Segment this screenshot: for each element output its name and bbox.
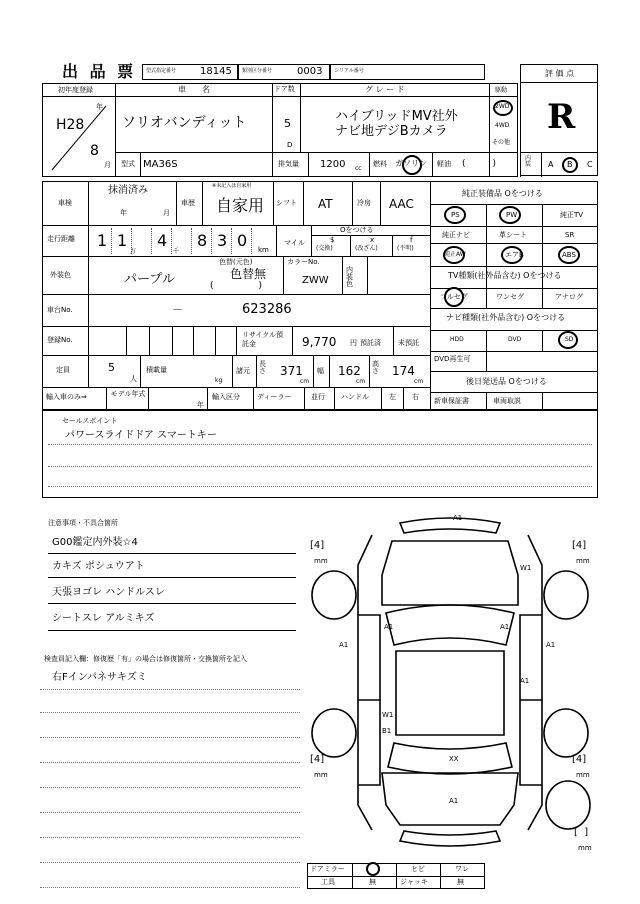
mileage-man: 万 [130,248,137,255]
doors-label: ドア数 [274,85,295,93]
displacement-value: 1200 [320,159,346,170]
inspector-label: 検査員記入欄：修復歴「有」の場合は修復箇所・交換箇所を記入 [44,655,247,663]
jack-label: ジャッキ [400,878,428,886]
car-damage-diagram [300,505,600,860]
notes-line-3: 天張ヨゴレ ハンドルスレ [52,587,165,598]
mileage-digit: 1 [97,231,108,250]
diagonal-slash [48,100,110,174]
capacity-value: 5 [108,361,115,374]
car-name: ソリオバンディット [122,115,247,131]
tread-spare: [ ] [574,827,589,838]
mileage-digit: 1 [117,231,128,250]
fuel-label: 燃料 [373,160,387,168]
oil-paren: ( ) [462,159,497,169]
dealer-label: ディーラー [257,393,292,401]
opt-genuine-tv: 純正TV [560,211,584,219]
import-label: 輸入車のみ⇒ [46,393,87,401]
mileage-digit-cell [212,228,232,254]
ac-value: AAC [389,197,414,211]
drive-2wd: 2WD [495,103,510,110]
width-label: 幅 [317,367,324,375]
jack-value: 無 [457,878,464,886]
model-type-label: 型式 [121,160,135,168]
tread-rl-unit: mm [314,771,328,779]
opt-airbag-circle [501,246,523,264]
month-unit: 月 [104,161,111,169]
dmg-left-rear-b: B1 [382,727,392,735]
meter-change-sub: (交換) [316,245,333,252]
ac-label: 冷房 [357,199,371,207]
mileage-label: 走行距離 [47,235,75,243]
meter-unknown: f [410,236,413,244]
opt-airbag: エアB [505,251,524,259]
chassis-dash: － [172,303,183,316]
broken-label: ワレ [455,865,469,873]
dmg-left-door: A1 [339,641,349,649]
opt-genuine-navi: 純正ナビ [442,231,470,239]
left-label: 左 [389,393,396,401]
handle-label: ハンドル [341,393,369,401]
recycle-label: リサイクル預託金 [242,331,284,348]
roof-shape [396,651,504,735]
drive-other: その他 [492,139,511,146]
dims-label: 諸元 [236,367,250,375]
opt-manual: 車両取説 [493,397,521,405]
model-designation-label: 型式指定番号 [146,68,177,74]
windshield-shape [386,605,514,645]
shift-label: シフト [276,199,297,207]
grade-text-2: ナビ地デジBカメラ [335,124,448,139]
right-doors [520,615,542,785]
inspector-text: 右Fインパネサキズミ [52,672,147,683]
first-reg-month: 8 [90,143,99,159]
color-no-label: カラーNo. [287,258,320,266]
shaken-value: 抹消済み [108,185,148,196]
capacity-label: 定員 [56,366,70,374]
import-year-unit: 年 [197,401,204,409]
width-value: 162 [338,364,361,378]
interior-b-circle [562,157,578,173]
load-label: 積載量 [146,366,167,374]
opt-aw: 純正AW [444,251,466,258]
serial-label: シリアル番号 [334,68,364,74]
oil-label: 軽油 [437,160,451,168]
tread-rl: [4] [310,754,325,765]
meter-tamper: x [370,236,375,244]
shaken-label: 車検 [58,199,72,207]
front-bumper-shape [400,518,500,533]
right-label: 右 [412,393,419,401]
crack-label: ヒビ [411,865,425,873]
notes-label: 注意事項・不具合箇所 [48,519,118,527]
notes-line-4: シートスレ アルミキズ [52,613,155,624]
opt-sd-circle [558,331,578,349]
circle-note: Oをつける [340,226,374,234]
model-designation-value: 18145 [200,66,232,77]
tread-rr-unit: mm [576,771,590,779]
notes-line-2: カキズ ポシュウアト [52,561,145,572]
opt-warranty: 新車保証書 [434,397,469,405]
dmg-rear-bumper: A1 [449,797,459,805]
doors-value: 5 [284,117,291,130]
page-title: 出 品 票 [62,62,137,81]
wheel-rear-right [544,709,588,757]
opt-aw-circle [443,246,465,264]
displacement-unit: cc [355,165,362,172]
meter-tamper-sub: (改ざん) [355,245,378,252]
first-reg-label: 初年度登録 [58,86,93,94]
wheel-front-left [312,571,356,619]
mileage-digit-cell [152,228,172,254]
parallel-label: 並行 [311,393,325,401]
opt-ps: PS [451,211,460,219]
opt-fullseg-circle [444,287,464,307]
opt-pw-circle [499,206,521,224]
load-unit: kg [215,377,223,384]
usage-value: 自家用 [216,196,265,215]
color-paren: ( ) [210,281,263,291]
dmg-right-panel: A1 [546,641,556,649]
displacement-label: 排気量 [278,160,299,168]
drive-label: 駆動 [495,87,508,94]
tv-title: TV種類(社外品含む) Oをつける [448,271,562,280]
mile-label: マイル [284,239,305,247]
fuel-circle [402,155,422,175]
rear-bumper-shape [400,831,500,846]
dmg-hood-left: A1 [384,623,394,631]
opt-analog: アナログ [555,293,583,301]
left-doors [358,615,380,785]
sales-label: セールスポイント [62,417,118,425]
opt-ps-circle [444,206,466,224]
interior-a: A [548,160,554,169]
usage-note: ※未記入は自家用 [212,183,252,189]
opt-sd: SD [565,336,574,343]
opt-abs: ABS [562,251,576,259]
year-unit: 年 [96,103,103,111]
genuine-title: 純正装備品 Oをつける [462,189,543,198]
import-class-label: 輸入区分 [212,393,240,401]
navi-title: ナビ種類(社外品含む) Oをつける [446,313,566,322]
first-reg-year: H28 [56,117,85,133]
grade-text-1: ハイブリッドMV社外 [335,109,458,124]
category-value: 0003 [297,66,323,77]
shaken-year-unit: 年 [120,209,127,217]
color-no-value: ZWW [302,275,329,286]
shaken-month-unit: 月 [163,209,170,217]
capacity-unit: 人 [130,375,137,383]
mileage-digit: 8 [197,231,208,250]
reg-label: 登録No. [47,336,73,344]
recycle-deposit: 預託済 [360,339,381,347]
opt-dvd: DVD [508,336,522,343]
dmg-right-rear: A1 [520,677,530,685]
mirror-label: ドアミラー [310,865,345,873]
interior-b: B [567,160,573,169]
drive-4wd: 4WD [495,122,510,129]
height-cm: cm [414,378,424,385]
usage-label: 車歴 [181,199,195,207]
height-value: 174 [392,364,415,378]
grade-col-label: グ レ ー ド [365,85,405,94]
fuel-value: ガソリン [395,159,427,168]
chassis-value: 623286 [242,302,292,317]
opt-oneseg: ワンセグ [496,293,524,301]
mileage-digit: 3 [217,231,228,250]
length-value: 371 [280,364,303,378]
tread-fr: [4] [572,540,587,551]
mileage-digit: 4 [157,231,168,250]
grade-value: R [547,97,576,137]
opt-fullseg: フルセグ [440,293,468,301]
model-year-label: モデル年式 [110,390,146,398]
shift-value: AT [318,197,333,211]
length-cm: cm [300,378,310,385]
later-title: 後日発送品 Oをつける [466,377,547,386]
opt-hdd: HDD [450,336,464,343]
tread-fl-unit: mm [314,557,328,565]
interior-color-label: 内装色 [346,266,353,288]
chassis-label: 車台No. [47,306,73,314]
dmg-hood-right: A1 [500,623,510,631]
interior-c: C [587,160,593,169]
recycle-value: 9,770 [302,335,337,349]
width-cm: cm [356,378,366,385]
length-label: 長さ [259,360,266,375]
dvd-play: DVD再生可 [434,355,471,363]
dmg-left-rear-w: W1 [382,711,394,719]
mileage-digit-cell [92,228,112,254]
sales-text: パワースライドドア スマートキー [65,430,217,441]
notes-line-1: G00鑑定内外装☆4 [52,537,138,548]
tool-label: 工具 [321,878,335,886]
color-label: 外装色 [50,271,71,279]
recycle-not: 未預託 [398,339,419,347]
tool-value: 無 [369,878,376,886]
wheel-front-right [544,571,588,619]
dmg-front-bumper: A1 [453,514,463,522]
mileage-digit-cell [112,228,132,254]
opt-sr: SR [565,231,575,239]
sales-point-box [42,410,598,498]
mirror-circle [366,862,380,876]
color-value: パープル [124,272,175,287]
meter-change: $ [330,236,335,244]
dmg-rear-glass: XX [449,755,459,763]
grade-label: 評 価 点 [545,69,575,78]
wheel-rear-left [312,709,356,757]
hood-shape [382,541,518,605]
tread-spare-unit: mm [578,844,592,852]
dmg-right-front: W1 [520,564,532,572]
opt-leather: 革シート [499,231,527,239]
tread-rr: [4] [572,754,587,765]
mileage-digit-cell [192,228,212,254]
opt-pw: PW [506,211,518,219]
mileage-digit-cell [232,228,252,254]
interior-label: 内装 [525,155,532,168]
model-type: MA36S [143,159,178,170]
meter-unknown-sub: (不明) [397,245,414,252]
color-change-value: 色替無 [230,267,267,281]
doors-unit: D [287,141,293,149]
wheel-spare [546,781,590,829]
mileage-digit: 0 [237,231,248,250]
height-label: 高さ [372,360,379,375]
tread-fl: [4] [310,540,325,551]
category-label: 類別区分番号 [242,68,273,74]
recycle-unit: 円 [350,339,357,347]
mileage-km: km [258,246,269,254]
car-name-label: 車 名 [178,85,210,94]
opt-abs-circle [558,246,580,264]
mileage-sen: 千 [173,248,180,255]
color-change-label: 色替(元色) [219,258,253,266]
tread-fr-unit: mm [576,557,590,565]
